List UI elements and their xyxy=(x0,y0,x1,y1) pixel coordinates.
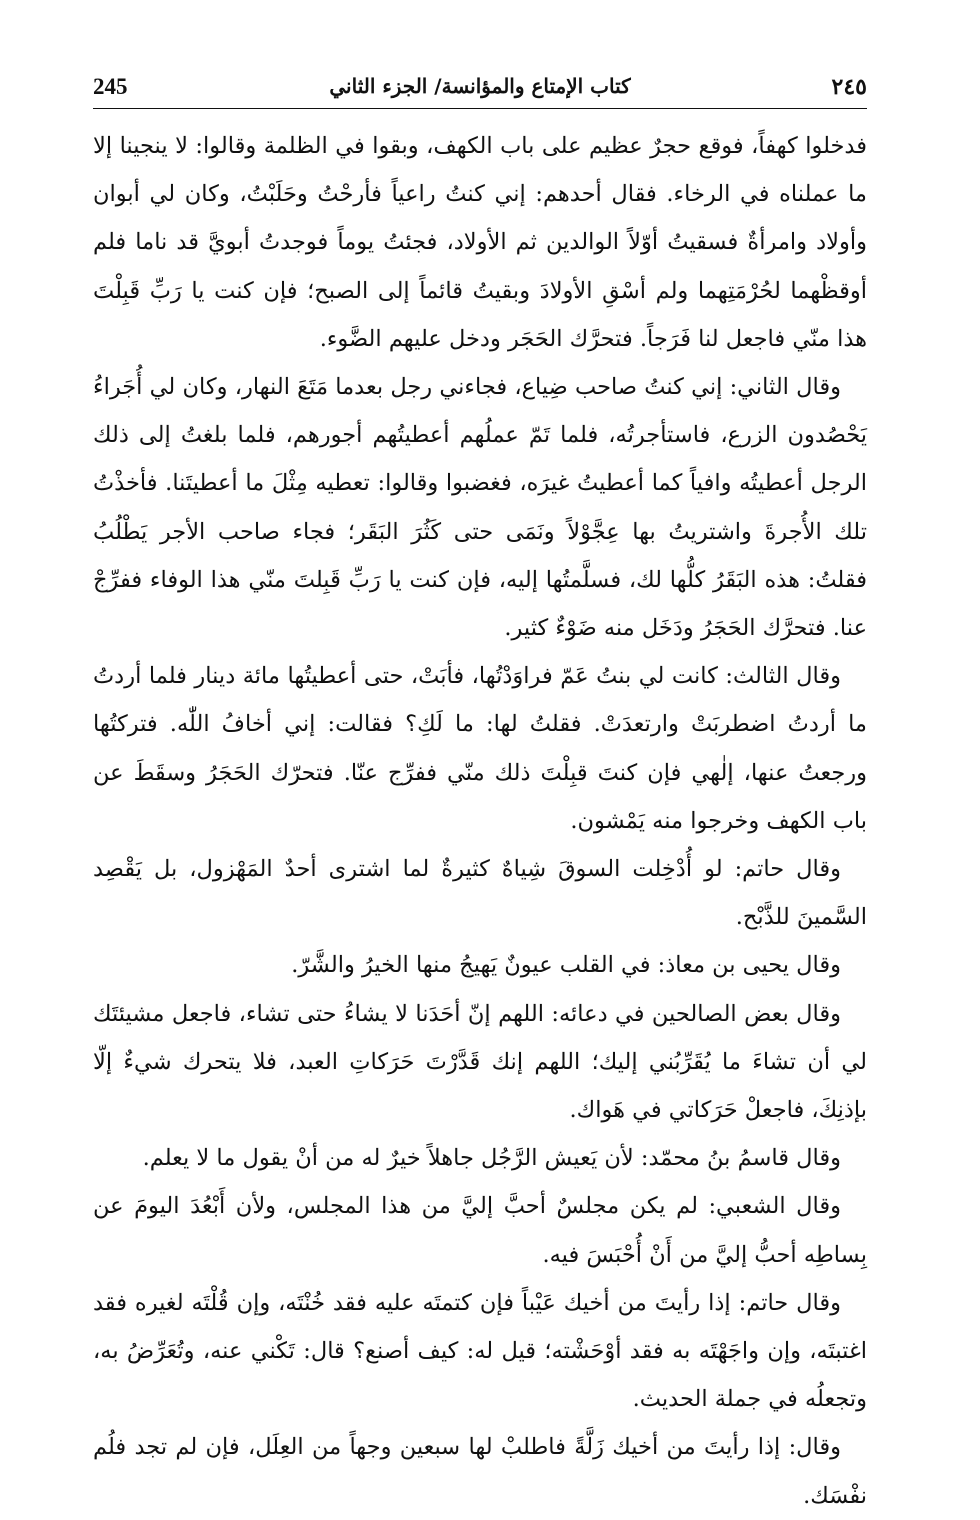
paragraph-cave-story-first-man: فدخلوا كهفاً، فوقع حجرٌ عظيم على باب الكهف، وبقوا في الظلمة وقالوا: لا ينجينا إلا ما عملناه في الرخاء. فقال أحدهم: إني كنتُ راعياً فأرحْتُ وحَلَبْتُ، وكان لي أبوان وأولاد وامرأةٌ فسقيتُ أوّلاً الوالدين ثم الأولاد، فجئتُ يوماً فوجدتُ أبويَّ قد ناما فلم أوقظْهما لحُرْمَتِهما ولم أسْقِ الأولادَ وبقيتُ قائماً إلى الصبح؛ فإن كنت يا رَبِّ قَبِلْتَ هذا منّي فاجعل لنا فَرَجاً. فتحرَّك الحَجَر ودخل عليهم الضَّوء. xyxy=(93,133,867,352)
page-body xyxy=(93,122,867,1520)
paragraph-hatim-sheep: وقال حاتم: لو أُدْخِلت السوقَ شِياهٌ كثيرةٌ لما اشترى أحدٌ المَهْزول، بل يَقْصِد السَّمينَ للذَّبْح. xyxy=(93,856,867,931)
paragraph-cave-story-second-man: وقال الثاني: إني كنتُ صاحب ضِياع، فجاءني رجل بعدما مَتَعَ النهار، وكان لي أُجَراءُ يَحْصُدون الزرع، فاستأجرتُه، فلما تَمّ عملُهم أعطيتُهم أجورهم، فلما بلغتُ إلى ذلك الرجل أعطيتُه وافياً كما أعطيتُ غيرَه، فغضبوا وقالوا: تعطيه مِثْلَ ما أعطيتَنا. فأخذْتُ تلك الأُجرةَ واشتريتُ بها عِجَّوْلاً ونَمَى حتى كَثُرَ البَقَر؛ فجاء صاحب الأجر يَطْلُبُ فقلتُ: هذه البَقَرُ كلُّها لك، فسلَّمتُها إليه، فإن كنت يا رَبِّ قَبِلتَ منّي هذا الوفاء ففرِّجْ عنا. فتحرَّك الحَجَرُ ودَخَل منه ضَوْءٌ كثير. xyxy=(93,374,867,642)
page-number-arabic: ٢٤٥ xyxy=(831,74,867,100)
paragraph-yahya-ibn-muadh: وقال يحيى بن معاذ: في القلب عيونٌ يَهيجُ منها الخيرُ والشَّرّ. xyxy=(291,952,841,979)
book-title: كتاب الإمتاع والمؤانسة/ الجزء الثاني xyxy=(329,74,631,98)
paragraph-cave-story-third-man: وقال الثالث: كانت لي بنتُ عَمّ فراوَدْتُها، فأبَتْ، حتى أعطيتُها مائة دينار فلما أردتُ ما أردتُ اضطربَتْ وارتعدَتْ. فقلتُ لها: ما لَكِ؟ فقالت: إني أخافُ اللّٰه. فتركتُها ورجعتُ عنها، إلٰهي فإن كنتَ قبِلْتَ ذلك منّي ففرِّج عنّا. فتحرّك الحَجَرُ وسقَطَ عن باب الكهف وخرجوا منه يَمْشون. xyxy=(93,663,867,834)
paragraph-hatim-fault: وقال حاتم: إذا رأيتَ من أخيك عَيْباً فإن كتمتَه عليه فقد خُنْتَه، وإن قُلْتَه لغيره فقد اغتبتَه، وإن واجَهْتَه به فقد أوْحَشْته؛ قيل له: كيف أصنع؟ قال: تَكْني عنه، وتُعَرِّضُ به، وتجعلُه في جملة الحديث. xyxy=(93,1289,867,1413)
page-number-latin: 245 xyxy=(93,74,128,99)
running-header xyxy=(93,72,867,109)
paragraph-righteous-prayer: وقال بعض الصالحين في دعائه: اللهم إنّ أحَدَنا لا يشاءُ حتى تشاء، فاجعل مشيئتَك لي أن تشاءَ ما يُقَرِّبُني إليك؛ اللهم إنك قَدَّرْتَ حَرَكاتِ العبد، فلا يتحرك شيءٌ إلّا بإذنِكَ، فاجعلْ حَرَكاتي في هَواك. xyxy=(93,1000,867,1124)
paragraph-qasim-ibn-muhammad: وقال قاسمُ بنُ محمّد: لأن يَعيش الرَّجُل جاهلاً خيرٌ له من أنْ يقول ما لا يعلم. xyxy=(142,1145,841,1172)
paragraph-seventy-excuses: وقال: إذا رأيتَ من أخيك زَلَّةً فاطلبْ لها سبعين وجهاً من العِلَل، فإن لم تجد فلُم نفْسَك. xyxy=(93,1434,867,1509)
paragraph-al-shabi: وقال الشعبي: لم يكن مجلسٌ أحبَّ إليَّ من هذا المجلس، ولأن أَبْعُدَ اليومَ عن بِساطِه أحبُّ إليَّ من أَنْ أُحْبَسَ فيه. xyxy=(93,1193,867,1268)
